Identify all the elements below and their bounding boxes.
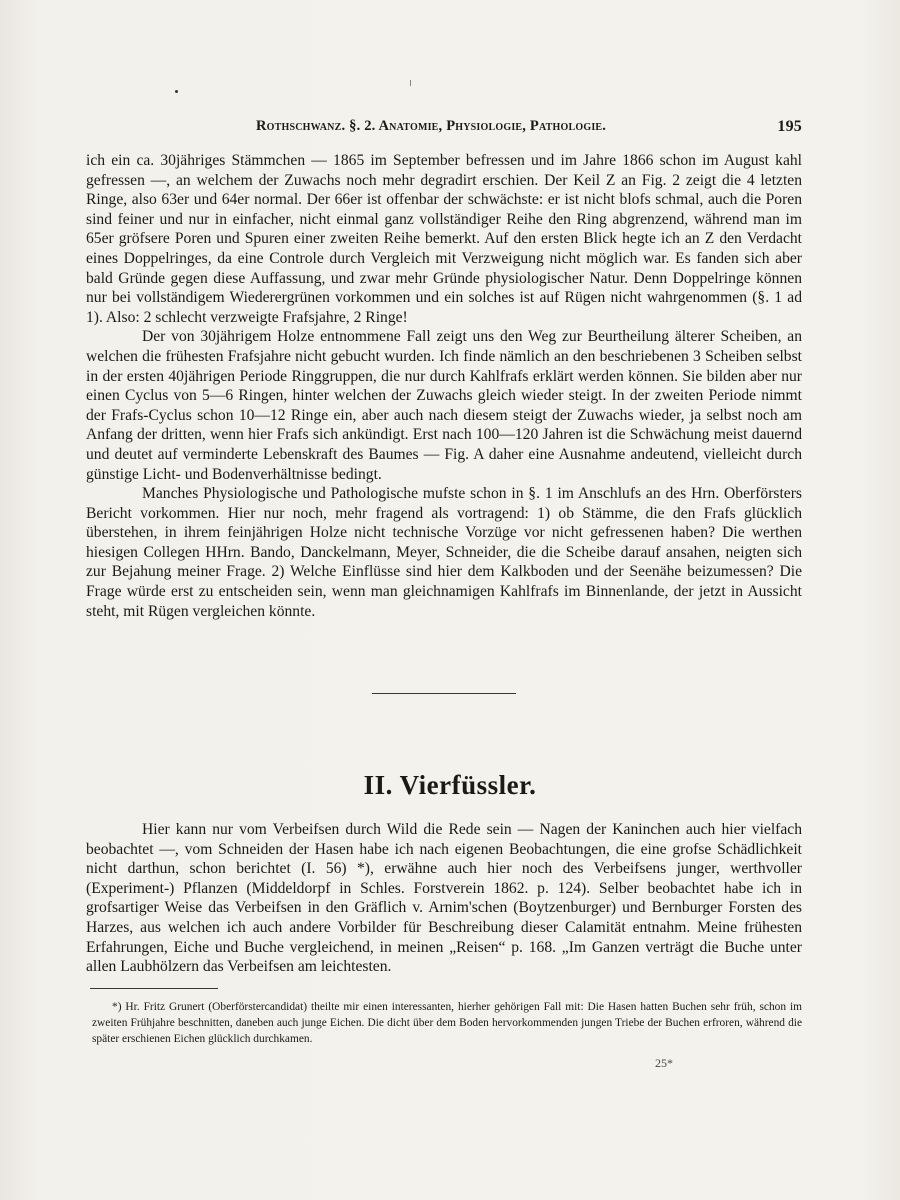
page-number: 195	[777, 118, 802, 135]
running-head-title: Rothschwanz. §. 2. Anatomie, Physiologie, Pathologie.	[256, 118, 607, 134]
section-divider	[372, 693, 516, 694]
section-title: II. Vierfüssler.	[363, 770, 537, 800]
printer-signature: 25*	[655, 1056, 673, 1070]
paragraph-1: ich ein ca. 30jähriges Stämmchen — 1865 im September befressen und im Jahre 1866 schon im August kahl gefressen —, an welchem der Zuwachs noch mehr degradirt erschien. Der Keil Z an Fig. 2 zeigt die 4 letzten Ringe, also 63er und 64er normal. Der 66er ist offenbar der schwächste: er ist nicht blofs schmal, auch die Poren sind feiner und nur in einfacher, nicht einmal ganz vollständiger Reihe den Ring abgrenzend, während man im 65er gröfsere Poren und Spuren einer zweiten Reihe bemerkt. Auf den ersten Blick hegte ich an Z den Verdacht eines Doppelringes, da eine Controle durch Vergleich mit Verzweigung nicht möglich war. Es fanden sich aber bald Gründe gegen diese Auffassung, und zwar mehr Gründe physiologischer Natur. Denn Doppelringe können nur bei vollständigem Wiederergrünen vorkommen und ein solches ist auf Rügen nicht wahrgenommen (§. 1 ad 1). Also: 2 schlecht verzweigte Frafsjahre, 2 Ringe!	[86, 152, 802, 326]
running-head	[86, 118, 802, 138]
body-text	[86, 151, 802, 621]
footnote	[92, 999, 802, 1047]
paragraph-3: Manches Physiologische und Pathologische mufste schon in §. 1 im Anschlufs an des Hrn. Oberförsters Bericht vorkommen. Hier nur noch, mehr fragend als vortragend: 1) ob Stämme, die den Frafs glücklich überstehen, in ihrem feinjährigen Holze nicht technische Vorzüge vor nicht gefressenen haben? Die werthen hiesigen Collegen HHrn. Bando, Danckelmann, Meyer, Schneider, die die Scheibe darauf ansahen, neigten sich zur Bejahung meiner Frage. 2) Welche Einflüsse sind hier dem Kalkboden und der Seenähe beizumessen? Die Frage würde erst zu entscheiden sein, wenn man gleichnamigen Kahlfrafs im Binnenlande, der jetzt in Aussicht steht, mit Rügen vergleichen könnte.	[86, 485, 802, 620]
section-text	[86, 820, 802, 977]
ink-mark	[410, 80, 411, 86]
footnote-rule	[90, 988, 218, 989]
ink-speck	[175, 90, 178, 93]
footnote-text: *) Hr. Fritz Grunert (Oberförstercandidat) theilte mir einen interessanten, hierher gehörigen Fall mit: Die Hasen hatten Buchen sehr früh, schon im zweiten Frühjahre beschnitten, daneben auch junge Eichen. Die dicht über dem Boden hervorkommenden jungen Triebe der Buchen erfroren, während die später erschienen Eichen glücklich durchkamen.	[92, 1001, 802, 1045]
paragraph-2: Der von 30jährigem Holze entnommene Fall zeigt uns den Weg zur Beurtheilung älterer Scheiben, an welchen die frühesten Frafsjahre nicht gebucht wurden. Ich finde nämlich an den beschriebenen 3 Scheiben selbst in der ersten 40jährigen Periode Ringgruppen, die nur durch Kahlfrafs erklärt werden können. Sie bilden aber nur einen Cyclus von 5—6 Ringen, hinter welchen der Zuwachs gleich wieder steigt. In der zweiten Periode nimmt der Frafs-Cyclus schon 10—12 Ringe ein, aber auch nach diesem steigt der Zuwachs wieder, ja selbst noch am Anfang der dritten, wenn hier Frafs sich ankündigt. Erst nach 100—120 Jahren ist die Schwächung meist dauernd und deutet auf verminderte Lebenskraft des Baumes — Fig. A daher eine Ausnahme andeutend, vielleicht durch günstige Licht- und Bodenverhältnisse bedingt.	[86, 328, 802, 483]
section-paragraph: Hier kann nur vom Verbeifsen durch Wild die Rede sein — Nagen der Kaninchen auch hier vielfach beobachtet —, vom Schneiden der Hasen habe ich nach eigenen Beobachtungen, die eine grofse Schädlichkeit nicht darthun, schon berichtet (I. 56) *), erwähne auch hier noch des Verbeifsens junger, werthvoller (Experiment-) Pflanzen (Middeldorpf in Schles. Forstverein 1862. p. 124). Selber beobachtet habe ich in grofsartiger Weise das Verbeifsen in den Gräflich v. Arnim'schen (Boytzenburger) und Bernburger Forsten des Harzes, aus welchen ich auch andere Vorbilder für Beschreibung dieser Calamität entnahm. Meine frühesten Erfahrungen, Eiche und Buche vergleichend, in meinen „Reisen“ p. 168. „Im Ganzen verträgt die Buche unter allen Laubhölzern das Verbeifsen am leichtesten.	[86, 821, 802, 976]
